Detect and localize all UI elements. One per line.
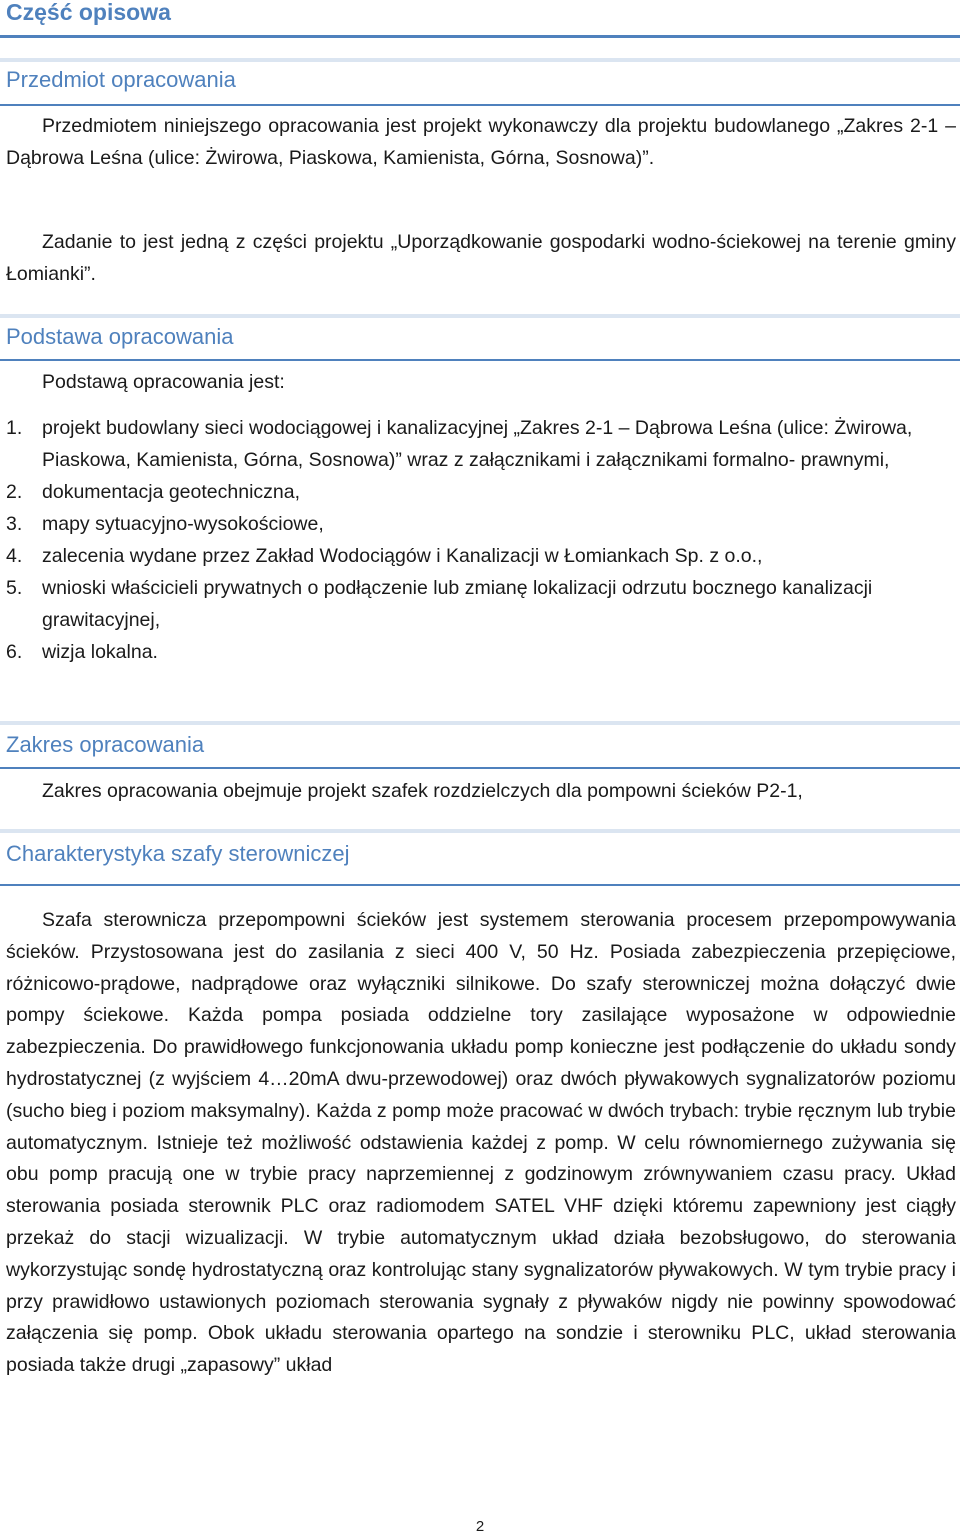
section-rule: [0, 767, 960, 769]
section-band: [0, 721, 960, 725]
paragraph-text: Przedmiotem niniejszego opracowania jest projekt wykonawczy dla projektu budowlanego „Zakres 2-1 – Dąbrowa Leśna (ulice: Żwirowa, Piaskowa, Kamienista, Górna, Sosnowa)”.: [6, 115, 956, 169]
list-item-number: 2.: [6, 481, 23, 503]
list-item: [6, 540, 956, 572]
list-item-text: projekt budowlany sieci wodociągowej i kanalizacyjnej „Zakres 2-1 – Dąbrowa Leśna (ulice: Żwirowa, Piaskowa, Kamienista, Górna, Sosnowa)” wraz z załącznikami i załącznikami formalno- prawnymi,: [42, 417, 913, 471]
list-item-number: 3.: [6, 513, 23, 535]
list-item-number: 6.: [6, 641, 23, 663]
list-item-text: mapy sytuacyjno-wysokościowe,: [42, 513, 324, 535]
paragraph-text: Szafa sterownicza przepompowni ścieków jest systemem sterowania procesem przepompowywania ścieków. Przystosowana jest do zasilania z sieci 400 V, 50 Hz. Posiada zabezpieczenia przepięciowe, różnicowo-prądowe, nadprądowe oraz wyłączniki silnikowe. Do szafy sterowniczej można dołączyć dwie pompy ściekowe. Każda pompa posiada oddzielne tory zasilające wyposażone w odpowiednie zabezpieczenia. Do prawidłowego funkcjonowania układu pomp konieczne jest podłączenie do układu sondy hydrostatycznej (z wyjściem 4…20mA dwu-przewodowej) oraz dwóch pływakowych sygnalizatorów poziomu (sucho bieg i poziom maksymalny). Każda z pomp może pracować w dwóch trybach: trybie ręcznym lub trybie automatycznym. Istnieje też możliwość odstawienia każdej z pomp. W celu równomiernego zużywania się obu pomp pracują one w trybie pracy naprzemiennej z godzinowym zrównywaniem czasu pracy. Układ sterowania posiada sterownik PLC oraz radiomodem SATEL VHF dzięki któremu zapewniony jest ciągły przekaż do stacji wizualizacji. W trybie automatycznym układ działa bezobsługowo, do sterowania wykorzystując sondę hydrostatyczną oraz kontrolując stany sygnalizatorów pływakowych. W tym trybie pracy i przy prawidłowo ustawionych poziomach sterowania sygnały z pływaków nigdy nie powinny spowodować załączenia się pomp. Obok układu sterowania opartego na sondzie i sterowniku PLC, układ sterowania posiada także drugi „zapasowy” układ: [6, 909, 956, 1377]
heading-rule: [0, 35, 960, 38]
section-band: [0, 314, 960, 318]
section-rule: [0, 884, 960, 886]
section-band: [0, 58, 960, 62]
list-item-number: 5.: [6, 577, 23, 599]
list-item: [6, 476, 956, 508]
zakres-text: Zakres opracowania obejmuje projekt szafek rozdzielczych dla pompowni ścieków P2-1,: [42, 780, 803, 802]
section-title-przedmiot: Przedmiot opracowania: [6, 67, 236, 92]
paragraph-charakterystyka: [6, 905, 956, 1382]
section-title-zakres: Zakres opracowania: [6, 732, 205, 757]
paragraph-text: Zadanie to jest jedną z części projektu „Uporządkowanie gospodarki wodno-ściekowej na terenie gminy Łomianki”.: [6, 231, 956, 285]
podstawa-list: [6, 412, 956, 668]
page-heading: Część opisowa: [6, 0, 171, 25]
list-item: [6, 508, 956, 540]
list-item-number: 1.: [6, 417, 23, 439]
paragraph-przedmiot-1: [6, 110, 956, 174]
paragraph-przedmiot-2: [6, 226, 956, 290]
list-item: [6, 636, 956, 668]
list-item: [6, 572, 956, 636]
section-title-podstawa: Podstawa opracowania: [6, 324, 234, 349]
list-item-number: 4.: [6, 545, 23, 567]
list-item: [6, 412, 956, 476]
list-item-text: wizja lokalna.: [42, 641, 158, 663]
section-band: [0, 829, 960, 833]
list-item-text: dokumentacja geotechniczna,: [42, 481, 301, 503]
section-rule: [0, 104, 960, 106]
list-item-text: zalecenia wydane przez Zakład Wodociągów i Kanalizacji w Łomiankach Sp. z o.o.,: [42, 545, 763, 567]
list-item-text: wnioski właścicieli prywatnych o podłączenie lub zmianę lokalizacji odrzutu bocznego kanalizacji grawitacyjnej,: [42, 577, 873, 631]
section-title-charakterystyka: Charakterystyka szafy sterowniczej: [6, 841, 350, 866]
podstawa-intro: Podstawą opracowania jest:: [42, 371, 285, 393]
section-rule: [0, 359, 960, 361]
page-number: 2: [475, 1518, 485, 1535]
